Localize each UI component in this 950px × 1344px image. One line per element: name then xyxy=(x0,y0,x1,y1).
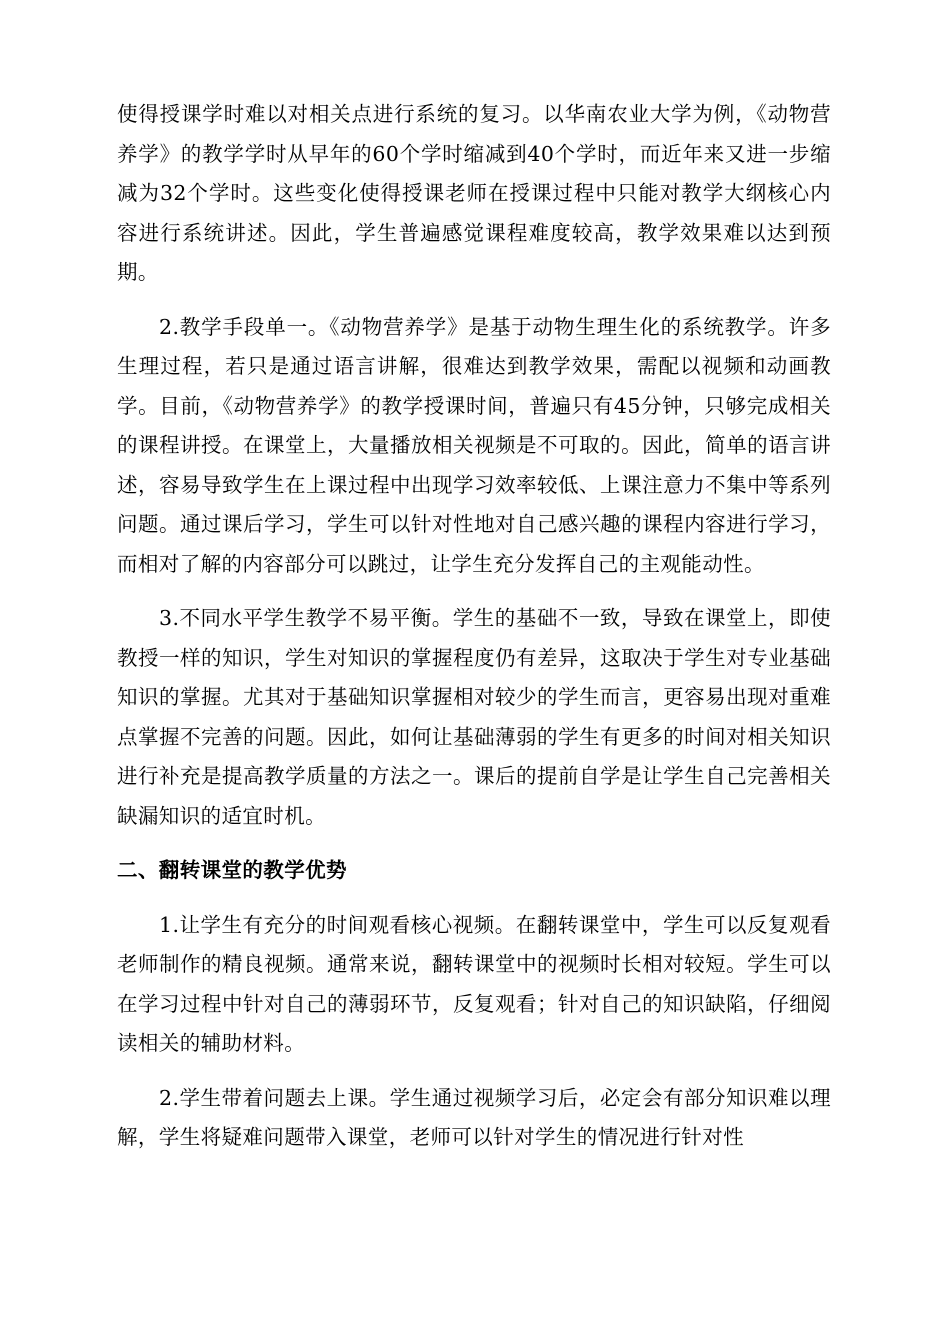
paragraph-gap xyxy=(117,584,831,599)
paragraph-gap xyxy=(117,891,831,906)
section-heading: 二、翻转课堂的教学优势 xyxy=(117,858,347,882)
paragraph-teaching-method: 2.教学手段单一。《动物营养学》是基于动物生理生化的系统教学。许多生理过程，若只是通过语言讲解，很难达到教学效果，需配以视频和动画教学。目前，《动物营养学》的教学授课时间，普遍只有45分钟，只够完成相关的课程讲授。在课堂上，大量播放相关视频是不可取的。因此，简单的语言讲述，容易导致学生在上课过程中出现学习效率较低、上课注意力不集中等系列问题。通过课后学习，学生可以针对性地对自己感兴趣的课程内容进行学习，而相对了解的内容部分可以跳过，让学生充分发挥自己的主观能动性。 xyxy=(117,314,831,576)
paragraph-bring-questions: 2.学生带着问题去上课。学生通过视频学习后，必定会有部分知识难以理解，学生将疑难问题带入课堂，老师可以针对学生的情况进行针对性 xyxy=(117,1085,831,1149)
paragraph-gap xyxy=(117,836,831,851)
paragraph-gap xyxy=(117,1064,831,1079)
paragraph-gap xyxy=(117,293,831,308)
document-body xyxy=(117,95,831,1158)
paragraph-student-levels: 3.不同水平学生教学不易平衡。学生的基础不一致，导致在课堂上，即使教授一样的知识，学生对知识的掌握程度仍有差异，这取决于学生对专业基础知识的掌握。尤其对于基础知识掌握相对较少的学生而言，更容易出现对重难点掌握不完善的问题。因此，如何让基础薄弱的学生有更多的时间对相关知识进行补充是提高教学质量的方法之一。课后的提前自学是让学生自己完善相关缺漏知识的适宜时机。 xyxy=(117,606,831,828)
paragraph-video-time: 1.让学生有充分的时间观看核心视频。在翻转课堂中，学生可以反复观看老师制作的精良视频。通常来说，翻转课堂中的视频时长相对较短。学生可以在学习过程中针对自己的薄弱环节，反复观看；针对自己的知识缺陷，仔细阅读相关的辅助材料。 xyxy=(117,912,831,1055)
paragraph-continued: 使得授课学时难以对相关点进行系统的复习。以华南农业大学为例，《动物营养学》的教学学时从早年的60个学时缩减到40个学时，而近年来又进一步缩减为32个学时。这些变化使得授课老师在授课过程中只能对教学大纲核心内容进行系统讲述。因此，学生普遍感觉课程难度较高，教学效果难以达到预期。 xyxy=(117,102,831,284)
